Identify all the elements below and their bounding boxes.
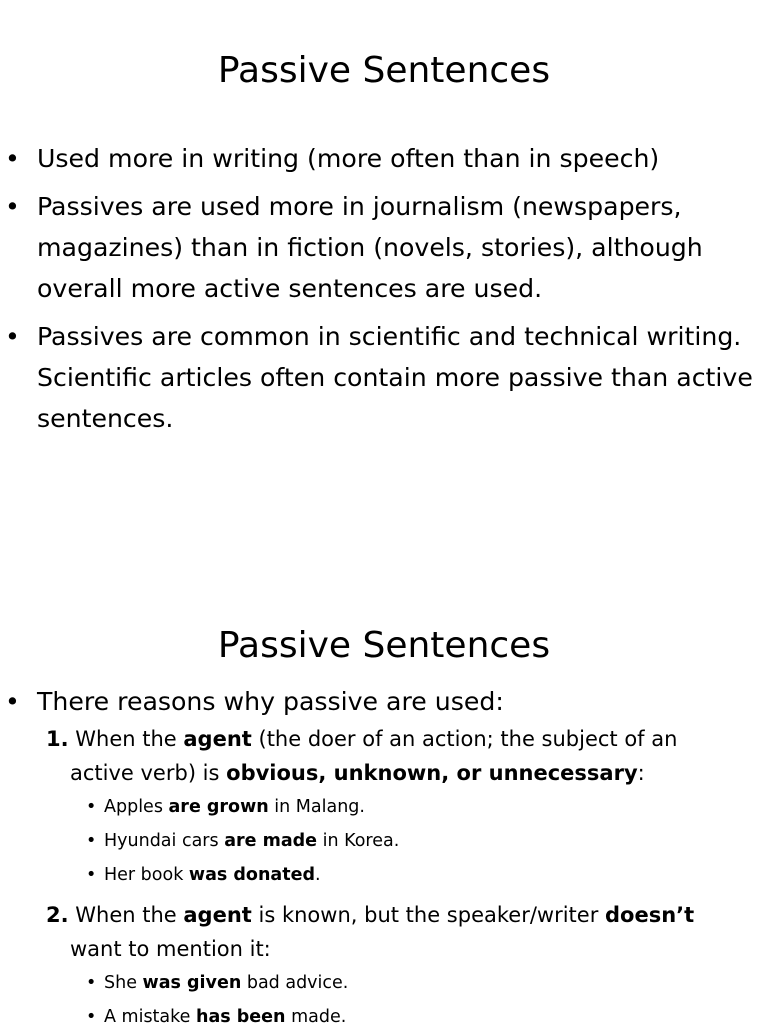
example-item bbox=[0, 824, 768, 858]
example-text: made. bbox=[285, 1007, 347, 1024]
reason-bold-text: doesn’t bbox=[605, 903, 695, 927]
bullet-item: • Used more in writing (more often than in speech) bbox=[0, 138, 768, 179]
example-item bbox=[0, 1000, 768, 1024]
example-text: Hyundai cars bbox=[104, 831, 225, 851]
example-item bbox=[0, 858, 768, 892]
example-verb: was donated bbox=[188, 865, 315, 885]
example-text: in Korea. bbox=[317, 831, 400, 851]
example-item bbox=[0, 966, 768, 1000]
slide-title: Passive Sentences bbox=[217, 625, 551, 666]
bullet-item: • There reasons why passive are used: bbox=[0, 681, 768, 722]
reason-bold-text: agent bbox=[183, 727, 252, 751]
reason-bold-text: obvious, unknown, or unnecessary bbox=[226, 761, 638, 785]
example-text: Her book bbox=[104, 865, 189, 885]
example-verb: are grown bbox=[168, 797, 269, 817]
example-text: in Malang. bbox=[268, 797, 365, 817]
reason-text: want to mention it: bbox=[70, 937, 271, 961]
example-text: A mistake bbox=[104, 1007, 196, 1024]
slide-title: Passive Sentences bbox=[217, 50, 551, 91]
reason-number: 2. bbox=[46, 903, 69, 927]
reason-text: is known, but the speaker/writer bbox=[251, 903, 606, 927]
example-item bbox=[0, 790, 768, 824]
example-text: She bbox=[104, 973, 143, 993]
reason-text: : bbox=[637, 761, 645, 785]
example-text: bad advice. bbox=[241, 973, 349, 993]
slide-2 bbox=[0, 576, 768, 1024]
reason-number: 1. bbox=[46, 727, 69, 751]
bullet-item: • Passives are used more in journalism (newspapers, magazines) than in fiction (novels, stories), although overall more active sentences are used. bbox=[0, 186, 768, 309]
example-text: Apples bbox=[104, 797, 169, 817]
example-list bbox=[0, 790, 768, 892]
example-verb: has been bbox=[196, 1007, 286, 1024]
reason-item bbox=[0, 722, 768, 892]
bullet-list bbox=[0, 138, 768, 446]
example-text: . bbox=[314, 865, 321, 885]
reason-text: When the bbox=[68, 727, 184, 751]
example-verb: was given bbox=[142, 973, 242, 993]
reason-text: When the bbox=[68, 903, 184, 927]
numbered-reason bbox=[46, 722, 730, 790]
example-verb: are made bbox=[224, 831, 318, 851]
bullet-item: • Passives are common in scientific and technical writing. Scientific articles often contain more passive than active sentences. bbox=[0, 316, 768, 439]
reason-item bbox=[0, 898, 768, 1024]
bullet-list bbox=[0, 681, 768, 1024]
numbered-reason bbox=[46, 898, 730, 966]
reason-bold-text: agent bbox=[183, 903, 252, 927]
reason-text: (the doer of an action; the subject of an active verb) is bbox=[70, 727, 678, 785]
example-list bbox=[0, 966, 768, 1024]
